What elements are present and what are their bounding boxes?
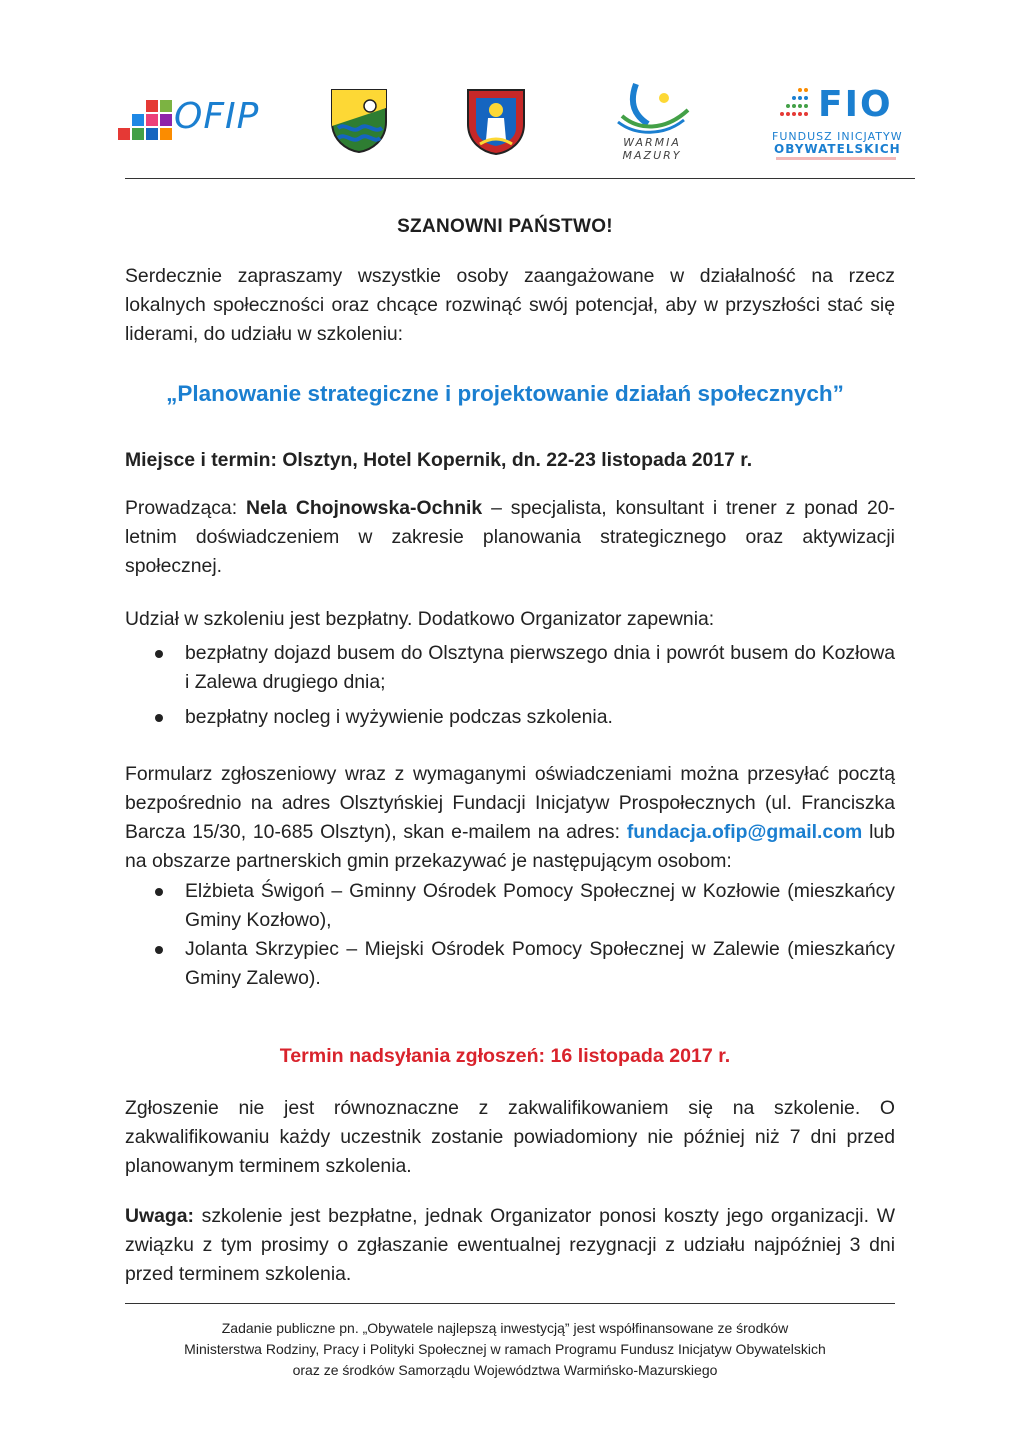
fio-logo-title: FIO — [818, 84, 893, 125]
trainer-block — [125, 494, 895, 581]
footer-line: oraz ze środków Samorządu Województwa Warmińsko-Mazurskiego — [292, 1362, 718, 1378]
ofip-logo-text: OFIP — [174, 96, 260, 137]
trainer-label: Prowadząca: — [125, 497, 238, 519]
note-text: szkolenie jest bezpłatne, jednak Organizator ponosi koszty jego organizacji. W związku z tym prosimy o zgłaszanie ewentualnej rezygnacji z udziału najpóźniej 3 dni przed terminem szkolenia. — [125, 1205, 895, 1285]
fio-logo — [766, 84, 912, 164]
list-item: bezpłatny nocleg i wyżywienie podczas szkolenia. — [125, 703, 895, 732]
trainer-paragraph — [125, 494, 895, 581]
list-item: bezpłatny dojazd busem do Olsztyna pierwszego dnia i powrót busem do Kozłowa i Zalewa drugiego dnia; — [125, 639, 895, 697]
page-heading: SZANOWNI PAŃSTWO! — [397, 216, 613, 237]
form-paragraph: Formularz zgłoszeniowy wraz z wymaganymi oświadczeniami można przesyłać pocztą bezpośrednio na adres Olsztyńskiej Fundacji Inicjatyw Prospołecznych (ul. Franciszka Barcza 15/30, 10-685 Olsztyn), skan e-mailem na adres: fundacja.ofip@gmail.com lub na obszarze partnerskich gmin przekazywać je następującym osobom: — [125, 763, 895, 872]
intro-block — [125, 262, 895, 349]
qualification-paragraph: Zgłoszenie nie jest równoznaczne z zakwalifikowaniem się na szkolenie. O zakwalifikowaniu każdy uczestnik zostanie powiadomiony nie później niż 7 dni przed planowanym terminem szkolenia. — [125, 1097, 895, 1177]
training-title: „Planowanie strategiczne i projektowanie działań społecznych” — [166, 381, 844, 406]
email-link[interactable]: fundacja.ofip@gmail.com — [626, 821, 863, 843]
bullet-icon — [155, 714, 163, 722]
note-block — [125, 1202, 895, 1289]
note-paragraph — [125, 1202, 895, 1289]
contacts-list — [125, 877, 895, 993]
footer-divider — [125, 1303, 895, 1304]
place-date-block — [125, 446, 895, 475]
list-item: Jolanta Skrzypiec – Miejski Ośrodek Pomocy Społecznej w Zalewie (mieszkańcy Gminy Zalewo). — [125, 935, 895, 993]
funding-footer — [0, 1318, 1010, 1381]
form-block — [125, 760, 895, 993]
kozlowo-crest-icon — [330, 88, 388, 154]
footer-line: Zadanie publiczne pn. „Obywatele najlepszą inwestycją” jest współfinansowane ze środków — [221, 1320, 789, 1336]
note-label: Uwaga: — [125, 1205, 194, 1227]
header-divider — [125, 178, 915, 179]
ofip-logo — [118, 96, 278, 148]
benefits-list — [125, 639, 895, 732]
warmia-mazury-text: WARMIA MAZURY — [622, 136, 682, 162]
free-info: Udział w szkoleniu jest bezpłatny. Dodatkowo Organizator zapewnia: — [125, 608, 715, 630]
intro-paragraph: Serdecznie zapraszamy wszystkie osoby zaangażowane w działalność na rzecz lokalnych społeczności oraz chcące rozwinąć swój potencjał, aby w przyszłości stać się liderami, do udziału w szkoleniu: — [125, 265, 895, 345]
bullet-icon — [155, 946, 163, 954]
warmia-wave-icon — [608, 82, 698, 136]
bullet-icon — [155, 650, 163, 658]
trainer-description: – specjalista, konsultant i trener z ponad 20-letnim doświadczeniem w zakresie planowania strategicznego oraz aktywizacji społecznej. — [125, 497, 895, 577]
deadline-text: Termin nadsyłania zgłoszeń: 16 listopada 2017 r. — [279, 1045, 731, 1067]
trainer-name: Nela Chojnowska-Ochnik — [245, 497, 483, 519]
list-item: Elżbieta Świgoń – Gminny Ośrodek Pomocy Społecznej w Kozłowie (mieszkańcy Gminy Kozłowo), — [125, 877, 895, 935]
zalewo-crest-icon — [466, 88, 526, 156]
benefits-block — [125, 605, 895, 732]
logo-row — [118, 82, 910, 172]
warmia-mazury-logo — [608, 82, 698, 168]
fio-logo-line1: FUNDUSZ INICJATYW — [772, 130, 903, 143]
qualification-block — [125, 1094, 895, 1181]
fio-logo-line2: OBYWATELSKICH — [774, 142, 901, 156]
ofip-squares-icon — [118, 100, 172, 142]
place-date: Miejsce i termin: Olsztyn, Hotel Kopernik, dn. 22-23 listopada 2017 r. — [125, 449, 753, 471]
fio-dots-icon — [770, 86, 818, 126]
footer-line: Ministerstwa Rodziny, Pracy i Polityki Społecznej w ramach Programu Fundusz Inicjatyw Obywatelskich — [184, 1341, 826, 1357]
fio-logo-underline — [776, 157, 896, 160]
bullet-icon — [155, 888, 163, 896]
